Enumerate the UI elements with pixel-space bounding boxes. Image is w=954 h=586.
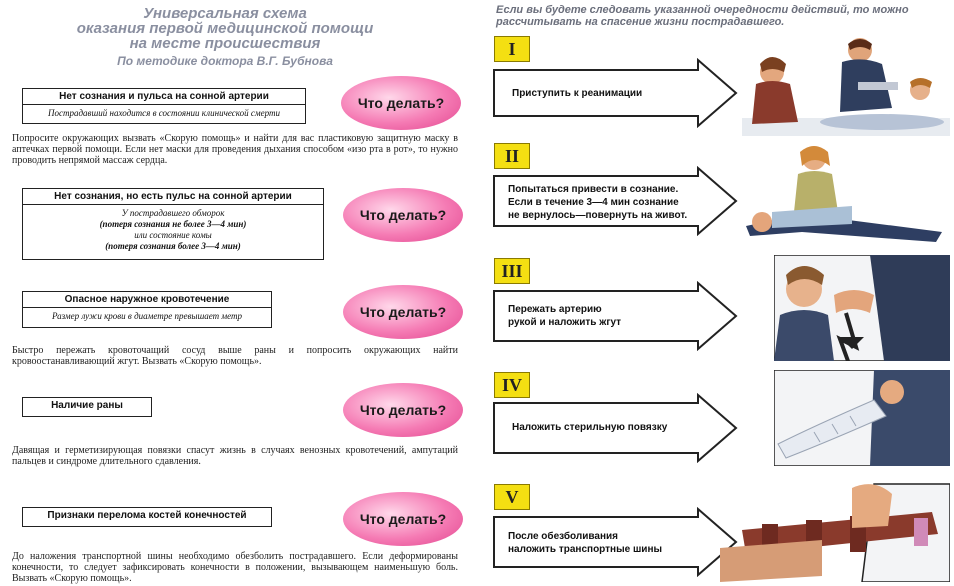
- step-text-1: Приступить к реанимации: [512, 88, 643, 99]
- condition-title: Опасное наружное кровотечение: [23, 292, 271, 308]
- step-badge-1: I: [494, 36, 530, 62]
- step-badge-2: II: [494, 143, 530, 169]
- condition-paragraph-1: Попросите окружающих вызвать «Скорую помощь» и найти для вас пластиковую защитную маску в аптечках первой помощи. Если нет маски для проведения дыхания способом «изо рта в рот», то нужно проводить непрямой массаж сердца.: [12, 133, 458, 166]
- condition-note: Пострадавший находится в состоянии клинической смерти: [48, 108, 280, 118]
- what-to-do-oval-2: Что делать?: [343, 188, 463, 242]
- condition-title: Наличие раны: [51, 400, 123, 411]
- condition-box-5: [22, 507, 272, 527]
- title-line-1: Универсальная схема: [143, 5, 307, 22]
- step-text-5: После обезболивания наложить транспортные шины: [508, 531, 663, 555]
- subtitle: По методике доктора В.Г. Бубнова: [117, 54, 333, 68]
- illustration-bandage: [774, 370, 950, 466]
- condition-title: Нет сознания и пульса на сонной артерии: [23, 89, 305, 105]
- what-to-do-oval-4: Что делать?: [343, 383, 463, 437]
- what-to-do-oval-3: Что делать?: [343, 285, 463, 339]
- title-line-2: оказания первой медицинской помощи: [76, 20, 374, 37]
- condition-note: Размер лужи крови в диаметре превышает метр: [51, 311, 243, 321]
- condition-title: Нет сознания, но есть пульс на сонной артерии: [23, 189, 323, 205]
- step-text-2: Попытаться привести в сознание. Если в течение 3—4 мин сознание не вернулось—повернуть на живот.: [508, 184, 688, 221]
- illustration-cpr: [742, 32, 950, 138]
- step-badge-4: IV: [494, 372, 530, 398]
- illustration-tourniquet: [774, 255, 950, 361]
- intro-text: Если вы будете следовать указанной очередности действий, то можно рассчитывать на спасение жизни пострадавшего.: [496, 4, 909, 28]
- condition-box-2: [22, 188, 324, 260]
- condition-box-1: [22, 88, 306, 124]
- condition-note: У пострадавшего обморок (потеря сознания не более 3—4 мин) или состояние комы (потеря сознания более 3—4 мин): [99, 208, 247, 251]
- condition-paragraph-4: Давящая и герметизирующая повязки спасут жизнь в случаях венозных кровотечений, ампутаций пальцев и синдроме длительного сдавления.: [12, 445, 458, 467]
- condition-title: Признаки перелома костей конечностей: [47, 510, 247, 521]
- what-to-do-oval-5: Что делать?: [343, 492, 463, 546]
- step-text-3: Пережать артерию рукой и наложить жгут: [508, 304, 622, 328]
- step-text-4: Наложить стерильную повязку: [512, 422, 668, 433]
- step-badge-3: III: [494, 258, 530, 284]
- illustration-splint: [702, 478, 950, 582]
- condition-paragraph-5: До наложения транспортной шины необходимо обезболить пострадавшего. Если деформированы конечности, то следует зафиксировать конечности в положении, вызывающем наименьшую боль. Вызвать «Скорую помощь».: [12, 551, 458, 584]
- what-to-do-oval-1: Что делать?: [341, 76, 461, 130]
- illustration-recovery: [742, 140, 950, 250]
- condition-box-3: [22, 291, 272, 328]
- title-line-3: на месте происшествия: [129, 35, 321, 52]
- condition-box-4: [22, 397, 152, 417]
- step-badge-5: V: [494, 484, 530, 510]
- condition-paragraph-3: Быстро пережать кровоточащий сосуд выше раны и попросить окружающих найти кровоостанавливающий жгут. Вызвать «Скорую помощь».: [12, 345, 458, 367]
